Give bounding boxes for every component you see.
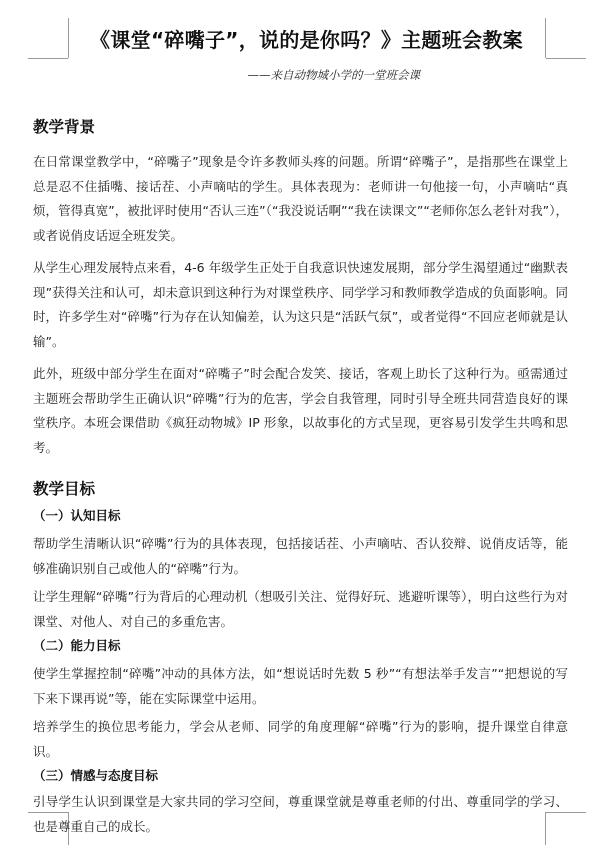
subsection-heading: （二）能力目标 [33,638,121,653]
subsection-heading: （三）情感与态度目标 [33,768,159,783]
paragraph: 引导学生认识到课堂是大家共同的学习空间，尊重课堂就是尊重老师的付出、尊重同学的学习、也是尊重自己的成长。 [33,794,568,834]
section-objectives [33,474,568,839]
section-background [33,112,568,460]
subsection-ability [33,634,568,764]
paragraph: 在日常课堂教学中，“碎嘴子”现象是令许多教师头疼的问题。所谓“碎嘴子”，是指那些在课堂上总是忍不住插嘴、接话茬、小声嘀咕的学生。具体表现为：老师讲一句他接一句，小声嘀咕“真烦，管得真宽”，被批评时使用“否认三连”（“我没说话啊”“我在读课文”“老师你怎么老针对我”），或者说俏皮话逗全班发笑。 [33,154,568,243]
document-body [33,112,568,839]
subsection-cognitive [33,504,568,634]
document-title: 《课堂“碎嘴子”，说的是你吗？》主题班会教案 [90,28,523,52]
paragraph: 从学生心理发展特点来看，4-6 年级学生正处于自我意识快速发展期，部分学生渴望通过“幽默表现”获得关注和认可，却未意识到这种行为对课堂秩序、同学学习和教师教学造成的负面影响。同时，许多学生对“碎嘴”行为存在认知偏差，认为这只是“活跃气氛”，或者觉得“不回应老师就是认输”。 [33,260,568,349]
crop-mark-top-right-horizontal [546,58,586,59]
paragraph: 使学生掌握控制“碎嘴”冲动的具体方法，如“想说话时先数 5 秒”“有想法举手发言”“把想说的写下来下课再说”等，能在实际课堂中运用。 [33,666,568,706]
paragraph: 帮助学生清晰认识“碎嘴”行为的具体表现，包括接话茬、小声嘀咕、否认狡辩、说俏皮话等，能够准确识别自己或他人的“碎嘴”行为。 [33,536,568,576]
section-heading: 教学目标 [33,480,96,498]
paragraph: 此外，班级中部分学生在面对“碎嘴子”时会配合发笑、接话，客观上助长了这种行为。亟需通过主题班会帮助学生正确认识“碎嘴”行为的危害，学会自我管理，同时引导全班共同营造良好的课堂秩序。本班会课借助《疯狂动物城》IP 形象，以故事化的方式呈现，更容易引发学生共鸣和思考。 [33,366,568,455]
section-heading: 教学背景 [33,118,96,136]
crop-mark-top-left-horizontal [28,58,68,59]
subsection-heading: （一）认知目标 [33,508,121,523]
subsection-emotion-attitude [33,764,568,839]
paragraph: 让学生理解“碎嘴”行为背后的心理动机（想吸引关注、觉得好玩、逃避听课等），明白这些行为对课堂、对他人、对自己的多重危害。 [33,589,568,629]
document-subtitle: ——来自动物城小学的一堂班会课 [247,68,420,82]
paragraph: 培养学生的换位思考能力，学会从老师、同学的角度理解“碎嘴”行为的影响，提升课堂自律意识。 [33,719,568,759]
